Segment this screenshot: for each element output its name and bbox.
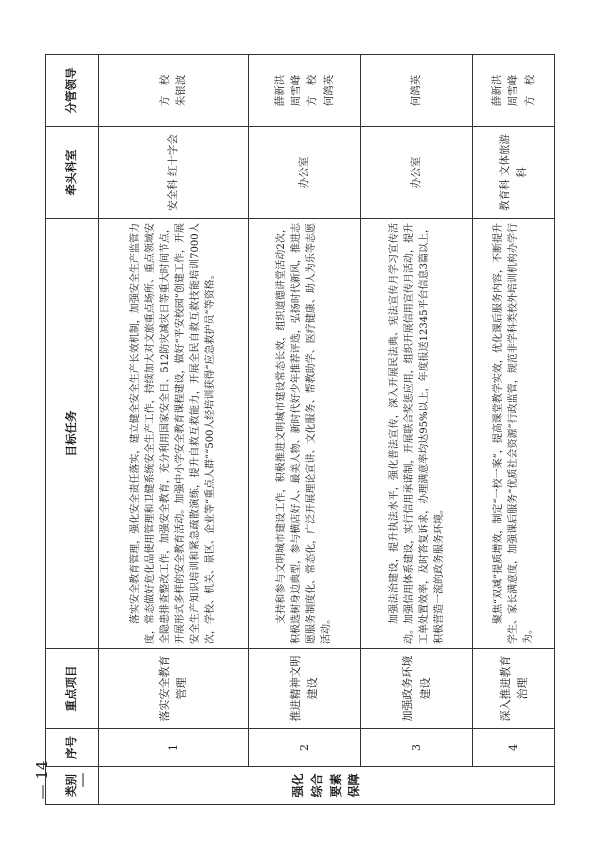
lead-name: 周雪峰 (290, 74, 302, 107)
row-num: 4 (473, 729, 555, 767)
row-task: 支持和参与文明城市建设工作，积极推进文明城市建设常态长效，组织道德讲堂活动2次，积极选树身边典型，参与横店好人、最美人物、新时代好少年推荐评选，弘扬时代新风，推进志愿服务制度化、常态化，广泛开展理论宣讲、文化服务、帮教助学、医疗健康、助人为乐等志愿活动。 (248, 219, 360, 649)
header-num: 序号 (46, 729, 99, 767)
row-dept: 安全科 红十字会 (99, 127, 249, 219)
row-dept: 办公室 (248, 127, 360, 219)
row-project: 落实安全教育管理 (99, 649, 249, 729)
table-row (360, 55, 472, 805)
lead-name: 何鸽英 (322, 74, 335, 107)
header-row (46, 55, 99, 805)
header-lead: 分管领导 (46, 55, 99, 127)
row-num: 3 (360, 729, 472, 767)
row-lead (99, 55, 249, 127)
row-num: 1 (99, 729, 249, 767)
row-project: 加强政务环境建设 (360, 649, 472, 729)
header-project: 重点项目 (46, 649, 99, 729)
row-project: 推进精神文明建设 (248, 649, 360, 729)
lead-name: 方 校 (523, 74, 536, 107)
table-row (473, 55, 555, 805)
row-num: 2 (248, 729, 360, 767)
row-task: 加强法治建设，提升执法水平，强化普法宣传，深入开展民法典、宪法宣传月学习宣传活动。加强信用体系建设，实行信用承诺制，开展联合奖惩应用，组织开展信用宣传月活动，提升工单处置效率，及时答复诉求，办理满意率均达95%以上，年度报送12345平台信息3篇以上，积极营造一流的政务服务环境。 (360, 219, 472, 649)
rotated-table-container (45, 55, 555, 805)
header-task: 目标任务 (46, 219, 99, 649)
lead-name: 朱银波 (175, 74, 188, 107)
lead-name: 方 校 (159, 74, 172, 107)
row-task: 落实安全教育管理，强化安全责任落实，建立健全安全生产长效机制，加强安全生产监管力度，常态做好危化品使用管理和卫健系统安全生产工作，持续加大对文旅重点场所、重点领域安全隐患排查整改工作，加强安全教育，充分利用国家安全日、512防灾减灾日等重大时间节点，开展形式多样的安全教育活动。加强中小学安全教育课程建设，做好“平安校园”创建工作，开展安全生产知识培训和紧急疏散演练，提升自救互救能力，开展全民自救互救技能培训7000人次，学校、机关、景区、企业等“重点人群”“500人经培训获得“应急救护员”等资格。 (99, 219, 249, 649)
lead-name: 薛新洪 (491, 74, 504, 107)
task-table (45, 54, 555, 805)
table-row (248, 55, 360, 805)
lead-name: 何鸽英 (410, 74, 423, 107)
lead-name: 方 校 (306, 74, 319, 107)
header-dept: 牵头科室 (46, 127, 99, 219)
row-lead (360, 55, 472, 127)
row-project: 深入推进教育治理 (473, 649, 555, 729)
page-number: — 14 — (33, 760, 91, 800)
row-lead (248, 55, 360, 127)
row-task: 聚焦“双减”提质增效，制定“一校一案”，提高课堂教学实效，优化课后服务内容，不断提升学生、家长满意度，加强课后服务“优质社会资源”行政监管，规范非学科类校外培训机构办学行为。 (473, 219, 555, 649)
lead-name: 薛新洪 (273, 74, 286, 107)
lead-name: 周雪峰 (507, 74, 520, 107)
table-row (99, 55, 249, 805)
row-lead (473, 55, 555, 127)
category-cell: 强化综合要素保障 (99, 767, 555, 805)
row-dept: 教育科 文体旅游科 (473, 127, 555, 219)
header-category: 类别 (46, 767, 99, 805)
row-dept: 办公室 (360, 127, 472, 219)
